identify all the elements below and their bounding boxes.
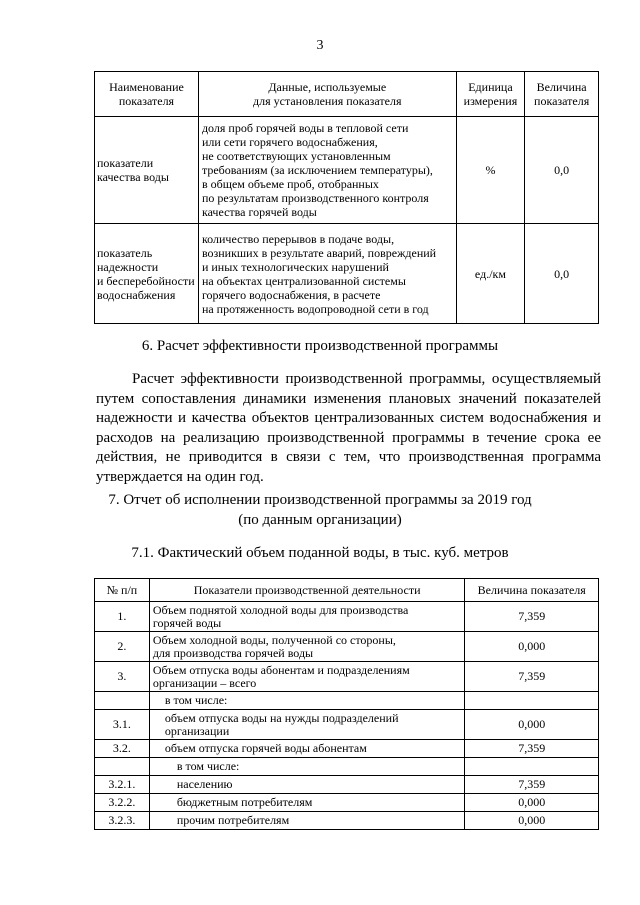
activity-indicator-cell [149,776,465,794]
section-7-subtitle-note: (по данным организации) [238,512,402,528]
header-value: Величина показателя [525,72,599,117]
indicator-text-line: горячей воды [152,615,222,630]
indicator-value-cell: 7,359 [465,740,599,758]
row-number-cell: 3.2.2. [95,794,150,812]
water-volume-table [94,578,599,830]
indicator-text-line: Объем отпуска воды абонентам и подразделениям [152,662,410,677]
indicator-text-line: организации [164,723,230,738]
indicator-value-cell: 7,359 [465,662,599,692]
table-row [95,740,599,758]
page-number: 3 [316,38,324,53]
header-row-number: № п/п [95,579,150,602]
header-activity-indicators: Показатели производственной деятельности [149,579,465,602]
indicator-text-line: бюджетным потребителям [176,795,313,809]
indicator-text-line: в том числе: [176,759,240,773]
indicator-value-cell: 0,000 [465,812,599,830]
row-number-cell: 3.1. [95,710,150,740]
indicator-unit-cell: ед./км [456,224,525,324]
header-indicator-name: Наименование показателя [95,72,199,117]
table-header-row [95,72,599,117]
activity-indicator-cell [149,602,465,632]
indicator-data-cell: доля проб горячей воды в тепловой сети или сети горячего водоснабжения, не соответствующих установленным требованиям (за исключением температуры), в общем объеме проб, отобранных по результатам производственного контроля качества горячей воды [198,117,456,224]
table-row [95,812,599,830]
indicator-text-line: населению [176,777,233,791]
header-data-used: Данные, используемые для установления показателя [198,72,456,117]
indicator-value-cell: 0,000 [465,794,599,812]
row-number-cell: 3.2.1. [95,776,150,794]
indicator-text-line: прочим потребителям [176,813,290,827]
table-header-row [95,579,599,602]
table-row [95,794,599,812]
indicator-text-line: организации – всего [152,675,257,690]
activity-indicator-cell [149,632,465,662]
table-row [95,776,599,794]
row-number-cell: 3. [95,662,150,692]
row-number-cell: 2. [95,632,150,662]
table-row [95,632,599,662]
indicator-value-cell [465,758,599,776]
section-7-title: 7. Отчет об исполнении производственной программы за 2019 год [108,492,532,508]
indicator-value-cell: 0,0 [525,117,599,224]
indicator-value-cell: 0,0 [525,224,599,324]
row-number-cell: 1. [95,602,150,632]
indicator-data-cell: количество перерывов в подаче воды, возникших в результате аварий, повреждений и иных технологических нарушений на объектах централизованной системы горячего водоснабжения, в расчете на протяженность водопроводной сети в год [198,224,456,324]
indicator-value-cell: 7,359 [465,602,599,632]
indicator-text-line: объем отпуска воды на нужды подразделений [164,710,399,725]
row-number-cell [95,758,150,776]
indicator-value-cell [465,692,599,710]
table-row [95,602,599,632]
indicator-name-cell: показатель надежности и бесперебойности водоснабжения [95,224,199,324]
table-row [95,710,599,740]
header-unit: Единица измерения [456,72,525,117]
activity-indicator-cell [149,710,465,740]
indicator-unit-cell: % [456,117,525,224]
indicator-text-line: объем отпуска горячей воды абонентам [164,741,367,755]
indicator-value-cell: 0,000 [465,632,599,662]
activity-indicator-cell [149,692,465,710]
table-row [95,662,599,692]
indicator-text-line: Объем холодной воды, полученной со стороны, [152,632,396,647]
table-row [95,692,599,710]
indicator-name-cell: показатели качества воды [95,117,199,224]
header-indicator-value: Величина показателя [465,579,599,602]
activity-indicator-cell [149,794,465,812]
row-number-cell [95,692,150,710]
indicator-value-cell: 0,000 [465,710,599,740]
indicator-text-line: в том числе: [164,693,228,707]
indicator-text-line: Объем поднятой холодной воды для производства [152,602,409,617]
table-row [95,224,599,324]
activity-indicator-cell [149,758,465,776]
section-6-paragraph: Расчет эффективности производственной программы, осуществляемый путем сопоставления динамики изменения плановых значений показателей надежности и качества объектов централизованных систем водоснабжения и расходов на реализацию производственной программы в течение срока ее действия, не приводится в связи с тем, что производственная программа утверждается на один год. [96,371,601,485]
indicator-value-cell: 7,359 [465,776,599,794]
section-7-1-title: 7.1. Фактический объем поданной воды, в тыс. куб. метров [131,545,509,561]
row-number-cell: 3.2. [95,740,150,758]
activity-indicator-cell [149,812,465,830]
activity-indicator-cell [149,662,465,692]
row-number-cell: 3.2.3. [95,812,150,830]
activity-indicator-cell [149,740,465,758]
table-row [95,117,599,224]
section-6-title: 6. Расчет эффективности производственной программы [141,338,499,354]
table-row [95,758,599,776]
indicator-text-line: для производства горячей воды [152,645,314,660]
quality-indicators-table [94,71,599,324]
